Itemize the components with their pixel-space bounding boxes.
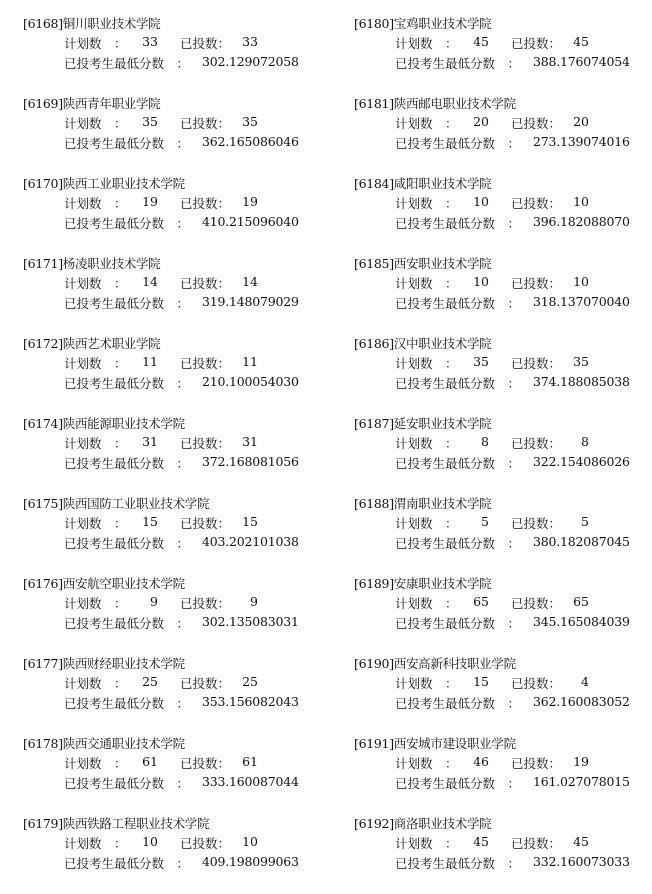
voted-count: 10 bbox=[573, 274, 589, 289]
min-score-label: 已投考生最低分数 ： bbox=[64, 456, 190, 471]
min-score-label: 已投考生最低分数 ： bbox=[395, 536, 521, 551]
min-score: 345.165084039 bbox=[533, 614, 630, 629]
school-entry bbox=[23, 174, 343, 254]
voted-count: 8 bbox=[581, 434, 589, 449]
plan-label: 计划数 ： bbox=[64, 836, 127, 851]
plan-label: 计划数 ： bbox=[64, 676, 127, 691]
plan-label: 计划数 ： bbox=[395, 116, 458, 131]
plan-count: 46 bbox=[473, 754, 489, 769]
min-score: 362.160083052 bbox=[533, 694, 630, 709]
school-entry bbox=[23, 334, 343, 414]
school-name: 西安高新科技职业学院 bbox=[393, 656, 516, 671]
min-score-label: 已投考生最低分数 ： bbox=[64, 376, 190, 391]
plan-count: 35 bbox=[473, 354, 489, 369]
voted-label: 已投数： bbox=[511, 836, 562, 851]
school-code: [6190] bbox=[354, 656, 394, 671]
school-entry bbox=[23, 814, 343, 894]
plan-count: 45 bbox=[473, 834, 489, 849]
plan-count: 9 bbox=[150, 594, 158, 609]
school-entry bbox=[354, 94, 652, 174]
plan-label: 计划数 ： bbox=[395, 276, 458, 291]
plan-count: 15 bbox=[142, 514, 158, 529]
plan-label: 计划数 ： bbox=[64, 36, 127, 51]
voted-label: 已投数： bbox=[511, 596, 562, 611]
min-score-label: 已投考生最低分数 ： bbox=[64, 56, 190, 71]
min-score-label: 已投考生最低分数 ： bbox=[395, 296, 521, 311]
school-entry bbox=[23, 654, 343, 734]
plan-count: 10 bbox=[473, 274, 489, 289]
voted-count: 31 bbox=[242, 434, 258, 449]
min-score-label: 已投考生最低分数 ： bbox=[395, 856, 521, 871]
min-score: 410.215096040 bbox=[202, 214, 299, 229]
min-score-label: 已投考生最低分数 ： bbox=[395, 696, 521, 711]
voted-label: 已投数： bbox=[511, 516, 562, 531]
voted-count: 65 bbox=[573, 594, 589, 609]
plan-count: 15 bbox=[473, 674, 489, 689]
min-score-label: 已投考生最低分数 ： bbox=[395, 616, 521, 631]
voted-label: 已投数： bbox=[511, 436, 562, 451]
plan-label: 计划数 ： bbox=[395, 196, 458, 211]
voted-label: 已投数： bbox=[511, 196, 562, 211]
school-name: 陕西青年职业学院 bbox=[62, 96, 161, 111]
voted-label: 已投数： bbox=[511, 116, 562, 131]
voted-count: 10 bbox=[573, 194, 589, 209]
plan-count: 33 bbox=[142, 34, 158, 49]
min-score: 380.182087045 bbox=[533, 534, 630, 549]
plan-label: 计划数 ： bbox=[395, 596, 458, 611]
min-score-label: 已投考生最低分数 ： bbox=[64, 536, 190, 551]
voted-count: 20 bbox=[573, 114, 589, 129]
min-score-label: 已投考生最低分数 ： bbox=[64, 776, 190, 791]
school-name: 西安城市建设职业学院 bbox=[393, 736, 516, 751]
school-name: 咸阳职业技术学院 bbox=[393, 176, 492, 191]
school-code: [6188] bbox=[354, 496, 394, 511]
plan-label: 计划数 ： bbox=[64, 116, 127, 131]
voted-count: 4 bbox=[581, 674, 589, 689]
school-code: [6192] bbox=[354, 816, 394, 831]
plan-count: 25 bbox=[142, 674, 158, 689]
min-score: 318.137070040 bbox=[533, 294, 630, 309]
voted-label: 已投数： bbox=[180, 596, 231, 611]
plan-label: 计划数 ： bbox=[395, 756, 458, 771]
school-entry bbox=[354, 414, 652, 494]
voted-label: 已投数： bbox=[180, 196, 231, 211]
plan-label: 计划数 ： bbox=[64, 196, 127, 211]
plan-label: 计划数 ： bbox=[64, 756, 127, 771]
plan-count: 5 bbox=[481, 514, 489, 529]
school-name: 西安职业技术学院 bbox=[393, 256, 492, 271]
min-score: 362.165086046 bbox=[202, 134, 299, 149]
plan-count: 20 bbox=[473, 114, 489, 129]
min-score: 372.168081056 bbox=[202, 454, 299, 469]
plan-count: 31 bbox=[142, 434, 158, 449]
voted-label: 已投数： bbox=[180, 116, 231, 131]
school-entry bbox=[23, 414, 343, 494]
school-name: 陕西交通职业技术学院 bbox=[62, 736, 185, 751]
school-entry bbox=[354, 14, 652, 94]
plan-label: 计划数 ： bbox=[395, 356, 458, 371]
voted-count: 35 bbox=[573, 354, 589, 369]
plan-count: 19 bbox=[142, 194, 158, 209]
plan-label: 计划数 ： bbox=[395, 436, 458, 451]
plan-label: 计划数 ： bbox=[395, 516, 458, 531]
voted-label: 已投数： bbox=[511, 756, 562, 771]
min-score: 210.100054030 bbox=[202, 374, 299, 389]
min-score: 302.135083031 bbox=[202, 614, 299, 629]
school-code: [6184] bbox=[354, 176, 394, 191]
voted-label: 已投数： bbox=[511, 276, 562, 291]
min-score: 333.160087044 bbox=[202, 774, 299, 789]
min-score: 273.139074016 bbox=[533, 134, 630, 149]
school-code: [6186] bbox=[354, 336, 394, 351]
min-score: 388.176074054 bbox=[533, 54, 630, 69]
school-entry bbox=[354, 254, 652, 334]
school-name: 宝鸡职业技术学院 bbox=[393, 16, 492, 31]
school-name: 铜川职业技术学院 bbox=[62, 16, 161, 31]
voted-count: 5 bbox=[581, 514, 589, 529]
school-entry bbox=[23, 494, 343, 574]
voted-count: 10 bbox=[242, 834, 258, 849]
min-score: 396.182088070 bbox=[533, 214, 630, 229]
school-entry bbox=[23, 734, 343, 814]
voted-count: 45 bbox=[573, 34, 589, 49]
school-code: [6175] bbox=[23, 496, 63, 511]
school-code: [6177] bbox=[23, 656, 63, 671]
voted-label: 已投数： bbox=[180, 756, 231, 771]
voted-label: 已投数： bbox=[180, 276, 231, 291]
school-code: [6187] bbox=[354, 416, 394, 431]
school-name: 陕西国防工业职业技术学院 bbox=[62, 496, 210, 511]
school-entry bbox=[23, 94, 343, 174]
voted-label: 已投数： bbox=[180, 836, 231, 851]
voted-count: 15 bbox=[242, 514, 258, 529]
min-score: 353.156082043 bbox=[202, 694, 299, 709]
school-entry bbox=[23, 254, 343, 334]
min-score-label: 已投考生最低分数 ： bbox=[395, 456, 521, 471]
school-code: [6178] bbox=[23, 736, 63, 751]
voted-count: 25 bbox=[242, 674, 258, 689]
school-entry bbox=[354, 334, 652, 414]
school-name: 陕西艺术职业学院 bbox=[62, 336, 161, 351]
min-score-label: 已投考生最低分数 ： bbox=[395, 56, 521, 71]
voted-count: 9 bbox=[250, 594, 258, 609]
min-score-label: 已投考生最低分数 ： bbox=[395, 376, 521, 391]
voted-label: 已投数： bbox=[180, 676, 231, 691]
school-code: [6179] bbox=[23, 816, 63, 831]
school-name: 陕西工业职业技术学院 bbox=[62, 176, 185, 191]
school-entry bbox=[23, 14, 343, 94]
school-code: [6191] bbox=[354, 736, 394, 751]
min-score-label: 已投考生最低分数 ： bbox=[395, 136, 521, 151]
min-score: 374.188085038 bbox=[533, 374, 630, 389]
plan-label: 计划数 ： bbox=[395, 836, 458, 851]
min-score: 302.129072058 bbox=[202, 54, 299, 69]
plan-label: 计划数 ： bbox=[64, 436, 127, 451]
right-column bbox=[354, 14, 652, 894]
school-code: [6172] bbox=[23, 336, 63, 351]
voted-count: 35 bbox=[242, 114, 258, 129]
plan-label: 计划数 ： bbox=[64, 516, 127, 531]
plan-count: 10 bbox=[142, 834, 158, 849]
min-score: 161.027078015 bbox=[533, 774, 630, 789]
voted-count: 14 bbox=[242, 274, 258, 289]
voted-label: 已投数： bbox=[180, 356, 231, 371]
school-entry bbox=[354, 734, 652, 814]
plan-count: 10 bbox=[473, 194, 489, 209]
min-score-label: 已投考生最低分数 ： bbox=[395, 776, 521, 791]
school-code: [6180] bbox=[354, 16, 394, 31]
min-score: 319.148079029 bbox=[202, 294, 299, 309]
voted-count: 19 bbox=[242, 194, 258, 209]
plan-count: 45 bbox=[473, 34, 489, 49]
school-entry bbox=[354, 494, 652, 574]
min-score-label: 已投考生最低分数 ： bbox=[395, 216, 521, 231]
plan-count: 14 bbox=[142, 274, 158, 289]
min-score-label: 已投考生最低分数 ： bbox=[64, 296, 190, 311]
voted-label: 已投数： bbox=[180, 516, 231, 531]
school-name: 渭南职业技术学院 bbox=[393, 496, 492, 511]
school-name: 杨凌职业技术学院 bbox=[62, 256, 161, 271]
school-name: 安康职业技术学院 bbox=[393, 576, 492, 591]
school-name: 陕西铁路工程职业技术学院 bbox=[62, 816, 210, 831]
voted-label: 已投数： bbox=[180, 436, 231, 451]
left-column bbox=[23, 14, 343, 894]
voted-label: 已投数： bbox=[511, 676, 562, 691]
school-code: [6189] bbox=[354, 576, 394, 591]
plan-count: 8 bbox=[481, 434, 489, 449]
min-score: 322.154086026 bbox=[533, 454, 630, 469]
plan-count: 35 bbox=[142, 114, 158, 129]
min-score-label: 已投考生最低分数 ： bbox=[64, 136, 190, 151]
min-score: 403.202101038 bbox=[202, 534, 299, 549]
school-entry bbox=[354, 174, 652, 254]
voted-count: 45 bbox=[573, 834, 589, 849]
min-score-label: 已投考生最低分数 ： bbox=[64, 856, 190, 871]
school-name: 西安航空职业技术学院 bbox=[62, 576, 185, 591]
min-score-label: 已投考生最低分数 ： bbox=[64, 616, 190, 631]
plan-label: 计划数 ： bbox=[64, 356, 127, 371]
voted-label: 已投数： bbox=[180, 36, 231, 51]
school-code: [6176] bbox=[23, 576, 63, 591]
school-entry bbox=[23, 574, 343, 654]
school-code: [6171] bbox=[23, 256, 63, 271]
plan-count: 11 bbox=[142, 354, 158, 369]
school-code: [6168] bbox=[23, 16, 63, 31]
plan-label: 计划数 ： bbox=[395, 36, 458, 51]
school-code: [6181] bbox=[354, 96, 394, 111]
voted-label: 已投数： bbox=[511, 356, 562, 371]
min-score: 332.160073033 bbox=[533, 854, 630, 869]
plan-label: 计划数 ： bbox=[64, 276, 127, 291]
min-score: 409.198099063 bbox=[202, 854, 299, 869]
voted-count: 19 bbox=[573, 754, 589, 769]
school-entry bbox=[354, 814, 652, 894]
school-code: [6174] bbox=[23, 416, 63, 431]
plan-label: 计划数 ： bbox=[64, 596, 127, 611]
school-name: 汉中职业技术学院 bbox=[393, 336, 492, 351]
min-score-label: 已投考生最低分数 ： bbox=[64, 216, 190, 231]
school-code: [6169] bbox=[23, 96, 63, 111]
school-name: 陕西邮电职业技术学院 bbox=[393, 96, 516, 111]
school-code: [6185] bbox=[354, 256, 394, 271]
min-score-label: 已投考生最低分数 ： bbox=[64, 696, 190, 711]
plan-count: 65 bbox=[473, 594, 489, 609]
school-name: 陕西能源职业技术学院 bbox=[62, 416, 185, 431]
school-name: 陕西财经职业技术学院 bbox=[62, 656, 185, 671]
voted-label: 已投数： bbox=[511, 36, 562, 51]
voted-count: 33 bbox=[242, 34, 258, 49]
school-entry bbox=[354, 654, 652, 734]
voted-count: 11 bbox=[242, 354, 258, 369]
school-code: [6170] bbox=[23, 176, 63, 191]
plan-label: 计划数 ： bbox=[395, 676, 458, 691]
school-name: 延安职业技术学院 bbox=[393, 416, 492, 431]
school-name: 商洛职业技术学院 bbox=[393, 816, 492, 831]
school-entry bbox=[354, 574, 652, 654]
plan-count: 61 bbox=[142, 754, 158, 769]
voted-count: 61 bbox=[242, 754, 258, 769]
